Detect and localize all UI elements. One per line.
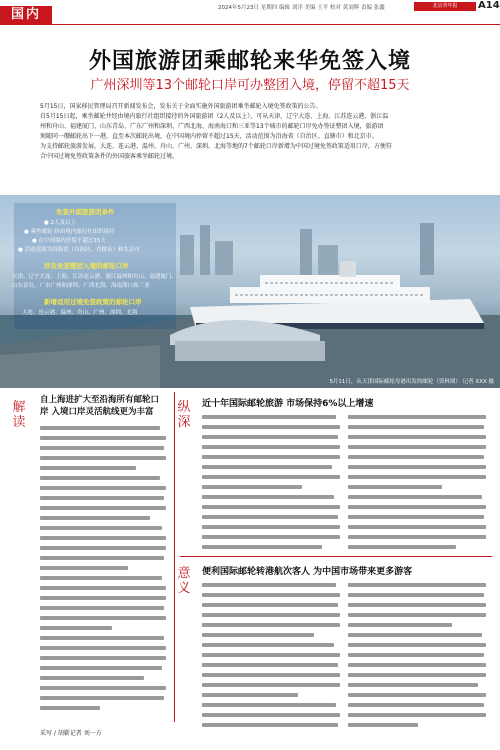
ports-line: 天津、辽宁大连、上海、江苏连云港、浙江温州和舟山、福建厦门、 [12,274,178,280]
lead-line: 州和舟山、福建厦门、山东青岛、广东广州和深圳、广西北海、海南海口和三亚等13个城市的邮轮口岸免办签证整团入境，旅游团 [40,123,384,130]
subheadline: 广州深圳等13个邮轮口岸可办整团入境，停留不超15天 [90,78,410,93]
section-tag-depth [177,400,191,430]
lead-paragraph [40,102,468,162]
condition-item: ● 在中国境内停留不超过15天 [32,238,107,244]
section-tag-interpretation [12,400,26,430]
depth-body-col2 [348,412,488,552]
masthead-rule [0,24,500,25]
significance-body-col1 [202,580,342,730]
photo-caption: 5月11日，从天津国际邮轮母港出发的邮轮（资料图） 记者 XXX 摄 [329,379,494,385]
interpretation-body [40,423,168,713]
new-ports-line: 大连、连云港、温州、舟山、广州、深圳、北海 [22,310,138,316]
section-title-significance: 便利国际邮轮转港航次客人 为中国市场带来更多游客 [202,567,413,577]
condition-item: ● 乘坐邮轮 经由境内旅行社组织接待 [24,229,115,235]
lead-line: 合中国过境免签政策条件的外国旅客乘坐邮轮过境。 [40,153,179,160]
lead-line: 5月15日，国家移民管理局召开新闻发布会，发布关于全面实施外国旅游团乘坐邮轮入境免签政策的公告。 [40,103,322,110]
section-tag-text: 意义 [177,566,191,596]
section-tag-text: 解读 [12,400,26,430]
section-tag: 国内 [0,6,52,24]
lead-line: 自5月15日起，乘坐邮轮并经由境内旅行社组织接待的外国旅游团（2人及以上），可从天津、辽宁大连、上海、江苏连云港、浙江温 [40,113,389,120]
section-divider [180,556,492,557]
lead-line: 为支持邮轮旅游发展，大连、连云港、温州、舟山、广州、深圳、北海等地的7个邮轮口岸新增为中国过境免签政策适用口岸，方便符 [40,143,392,150]
section-tag-text: 纵深 [177,400,191,430]
ports-title: 涉及免签整团入境的邮轮口岸 [44,262,129,270]
conditions-title: 免签外国旅游团条件 [56,208,115,216]
newspaper-name-box: 北京青年报 [414,2,476,11]
reporter-byline: 采写 / 胡靳记者 刘一方 [40,730,102,737]
headline: 外国旅游团乘邮轮来华免签入境 [88,49,411,74]
dateline: 2024年5月23日 星期四 编辑 刘洋 美编 王平 校对 黄刘辉 责编 张鑫 [218,5,385,11]
section-title-interpretation: 自上海进扩大至沿海所有邮轮口岸 入境口岸灵活航线更为丰富 [40,395,160,417]
condition-item: ● 2人及以上 [44,220,77,226]
page-number: A14 [478,0,500,11]
new-ports-title: 新增适用过境免签政策的邮轮口岸 [44,298,142,306]
significance-body-col2 [348,580,488,730]
column-divider [174,392,175,722]
section-tag-significance [177,566,191,596]
cruise-port-photo [0,195,500,388]
lead-line: 须随同一艘邮轮出下一港，直至本次邮轮出境，在中国境内停留不超过15天，活动范围为沿海省（自治区、直辖市）和北京市。 [40,133,378,140]
policy-info-box [14,203,176,329]
depth-body-col1 [202,412,342,552]
section-title-depth: 近十年国际邮轮旅游 市场保持6%以上增速 [202,399,374,409]
condition-item: ● 活动范围为沿海省（自治区、直辖市）和北京市 [18,247,141,253]
masthead [0,0,500,24]
ports-line: 山东青岛、广东广州和深圳、广西北海、海南海口和三亚 [12,283,150,289]
